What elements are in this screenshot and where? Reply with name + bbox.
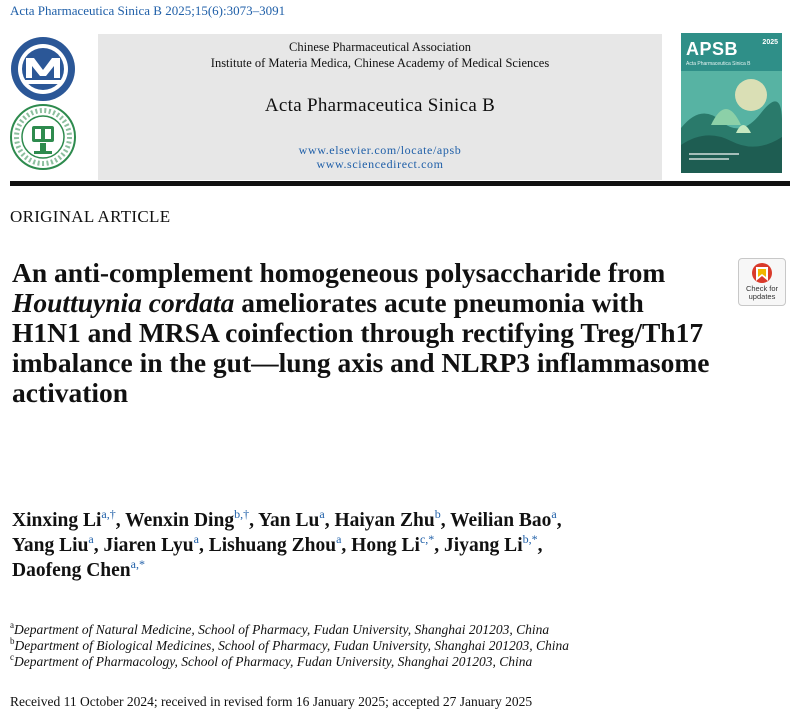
title-part-2: ameliorates acute pneumonia with H1N1 and MRSA coinfection through rectifying Treg/Th17 imbalance in the gut—lung axis and NLRP3 inflammasome activation xyxy=(12,287,710,408)
author[interactable]: Weilian Bao$^a$, xyxy=(450,507,562,531)
cpa-logo xyxy=(10,104,76,170)
received-dates: Received 11 October 2024; received in revised form 16 January 2025; accepted 27 January 2025 xyxy=(10,694,533,709)
journal-cover-image[interactable] xyxy=(681,33,782,173)
association-line: Chinese Pharmaceutical Association xyxy=(289,40,471,54)
author[interactable]: Haiyan Zhu$^b$, xyxy=(334,507,451,531)
title-species: Houttuynia cordata xyxy=(12,287,235,318)
author[interactable]: Jiaren Lyu$^a$, xyxy=(103,532,209,556)
article-title xyxy=(12,258,712,408)
check-for-updates-label: Check for updates xyxy=(745,284,779,301)
affiliation: $^a$Department of Natural Medicine, School of Pharmacy, Fudan University, Shanghai 201203, China xyxy=(10,620,550,637)
cover-title: APSB xyxy=(686,39,739,59)
header-rule xyxy=(10,181,790,186)
affiliation: $^c$Department of Pharmacology, School of Pharmacy, Fudan University, Shanghai 201203, China xyxy=(10,652,533,669)
cover-illustration xyxy=(681,33,782,173)
journal-links xyxy=(98,143,662,171)
title-part-1: An anti-complement homogeneous polysaccharide from xyxy=(12,257,666,288)
author[interactable]: Daofeng Chen$^{a,*}$ xyxy=(12,557,145,581)
check-for-updates-button[interactable] xyxy=(738,258,786,306)
imm-logo xyxy=(10,36,76,102)
author-list xyxy=(12,508,772,583)
institute-line: Institute of Materia Medica, Chinese Academy of Medical Sciences xyxy=(210,56,550,70)
cover-subtitle: Acta Pharmaceutica Sinica B xyxy=(686,61,751,67)
author[interactable]: Jiyang $Li^{b,*}$, xyxy=(444,532,543,556)
elsevier-link[interactable]: www.elsevier.com/locate/apsb xyxy=(298,143,462,157)
author[interactable]: Hong $Li^{c,*}$, xyxy=(351,532,445,556)
author[interactable]: Yang Liu$^a$, xyxy=(12,532,104,556)
author[interactable]: Xinxing $Li^{a,\dagger}$, xyxy=(12,507,126,531)
journal-citation[interactable]: Acta Pharmaceutica Sinica B 2025;15(6):3073–3091 xyxy=(10,3,286,18)
article-type: ORIGINAL ARTICLE xyxy=(10,207,171,226)
sciencedirect-link[interactable]: www.sciencedirect.com xyxy=(316,157,444,171)
author[interactable]: Yan Lu$^a$, xyxy=(258,507,335,531)
association-info xyxy=(98,39,662,71)
journal-name: Acta Pharmaceutica Sinica B xyxy=(264,95,496,116)
cover-issue: 2025 xyxy=(762,39,778,46)
author[interactable]: Lishuang Zhou$^a$, xyxy=(208,532,352,556)
affiliation: $^b$Department of Biological Medicines, School of Pharmacy, Fudan University, Shanghai 201203, China xyxy=(10,636,570,653)
author[interactable]: Wenxin Ding$^{b,\dagger}$, xyxy=(125,507,259,531)
